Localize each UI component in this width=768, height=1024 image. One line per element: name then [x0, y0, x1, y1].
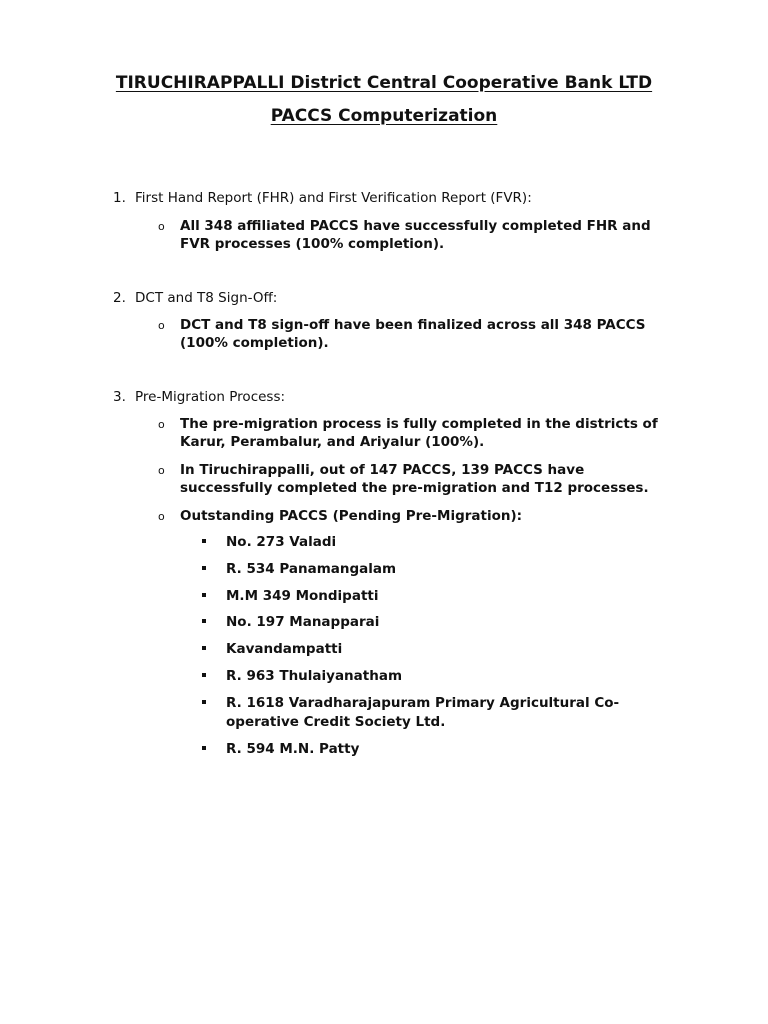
section-heading [113, 290, 277, 306]
section-number: 2. [113, 290, 126, 306]
bullet-text: In Tiruchirappalli, out of 147 PACCS, 139 PACCS have successfully completed the pre-migration and T12 processes. [180, 462, 649, 496]
pending-item-text: R. 963 Thulaiyanatham [226, 668, 403, 684]
square-bullet-icon [202, 646, 206, 650]
square-bullet-icon [202, 746, 206, 750]
square-bullet-icon [202, 700, 206, 704]
bullet-marker: o [158, 510, 165, 523]
bullet-marker: o [158, 418, 165, 431]
section-title: First Hand Report (FHR) and First Verification Report (FVR): [135, 190, 532, 206]
document-subtitle: PACCS Computerization [270, 106, 498, 126]
square-bullet-icon [202, 673, 206, 677]
section-title: DCT and T8 Sign-Off: [135, 290, 278, 306]
bullet-marker: o [158, 220, 165, 233]
pending-item-text: R. 594 M.N. Patty [226, 741, 360, 757]
pending-item-text: Kavandampatti [226, 641, 343, 657]
bullet-marker: o [158, 319, 165, 332]
square-bullet-icon [202, 619, 206, 623]
pending-item-text: R. 534 Panamangalam [226, 561, 397, 577]
section-title: Pre-Migration Process: [135, 389, 286, 405]
square-bullet-icon [202, 593, 206, 597]
pending-item-text: No. 197 Manapparai [226, 614, 380, 630]
bullet-text: The pre-migration process is fully completed in the districts of Karur, Perambalur, and Ariyalur (100%). [180, 416, 658, 450]
pending-item-text: M.M 349 Mondipatti [226, 588, 379, 604]
bullet-text: Outstanding PACCS (Pending Pre-Migration): [180, 508, 523, 524]
square-bullet-icon [202, 566, 206, 570]
section-number: 3. [113, 389, 126, 405]
bullet-marker: o [158, 464, 165, 477]
document-title: TIRUCHIRAPPALLI District Central Cooperative Bank LTD [115, 73, 653, 93]
pending-item-text: R. 1618 Varadharajapuram Primary Agricultural Co- operative Credit Society Ltd. [226, 695, 620, 730]
bullet-text: All 348 affiliated PACCS have successfully completed FHR and FVR processes (100% completion). [180, 218, 651, 252]
bullet-text: DCT and T8 sign-off have been finalized across all 348 PACCS (100% completion). [180, 317, 646, 351]
square-bullet-icon [202, 539, 206, 543]
section-number: 1. [113, 190, 126, 206]
pending-item-text: No. 273 Valadi [226, 534, 337, 550]
section-heading [113, 389, 285, 405]
section-heading [113, 190, 532, 206]
